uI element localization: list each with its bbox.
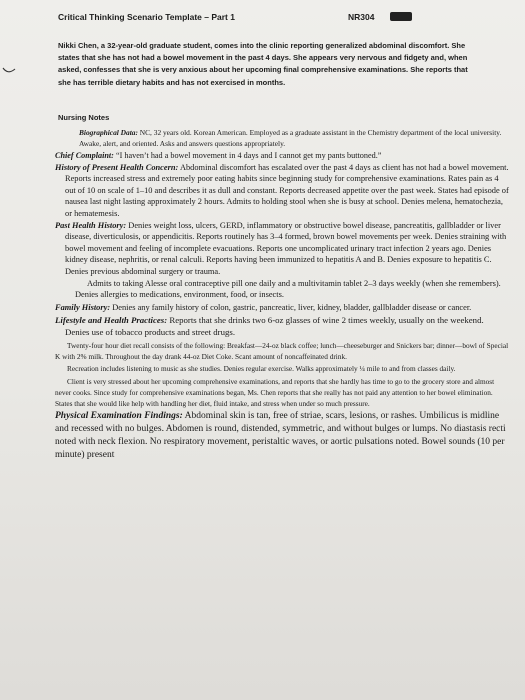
lifestyle-text: Reports that she drinks two 6-oz glasses of wine 2 times weekly, usually on the weekend. Denies use of tobacco products and street drugs.: [65, 315, 484, 338]
nursing-notes-title: Nursing Notes: [58, 113, 110, 122]
nursing-notes-body: [55, 128, 510, 463]
past-history-heading: Past Health History:: [55, 221, 127, 231]
lifestyle-practices: [55, 314, 510, 338]
recreation-paragraph: [55, 363, 510, 374]
diet-recall-text: Twenty-four hour diet recall consists of the following: Breakfast—24-oz black coffee; lunch—cheeseburger and Snickers bar; dinner—bowl of Special K with 2% milk. Throughout the day drank 44-oz Diet Coke. Scant amount of noncaffeinated drink.: [55, 340, 509, 361]
medications-text: Admits to taking Alesse oral contraceptive pill one daily and a multivitamin tablet 2–3 days weekly (when she remembers). Denies allergies to medications, environment, food, or insects.: [75, 279, 501, 300]
biographical-heading: Biographical Data:: [79, 128, 138, 137]
page-header: [58, 12, 505, 22]
history-present-concern: [55, 162, 510, 219]
family-history-text: Denies any family history of colon, gastric, pancreatic, liver, kidney, bladder, gallbladder disease or cancer.: [110, 302, 472, 312]
biographical-data: [55, 128, 510, 149]
course-code: NR304: [348, 12, 375, 22]
chief-complaint-heading: Chief Complaint:: [55, 151, 114, 160]
history-present-heading: History of Present Health Concern:: [55, 163, 179, 172]
stress-paragraph: [55, 376, 510, 410]
chief-complaint-text: “I haven’t had a bowel movement in 4 days and I cannot get my pants buttoned.”: [113, 151, 382, 160]
past-health-history: [55, 220, 510, 277]
redaction-mark: [390, 12, 412, 21]
template-title: Critical Thinking Scenario Template – Part 1: [58, 12, 235, 22]
history-present-text: Abdominal discomfort has escalated over the past 4 days as client has not had a bowel movement. Reports increased stress and extremely poor eating habits since beginning study for comprehensive examinations. Rates pain as 4 out of 10 on scale of 1–10 and describes it as dull and constant. Reports decreased appetite over the past week. States had episode of nausea last night lasting approximately 2 hours. Admits to holding stool when she is busy at school. Denies melena, hematochezia, or hematemesis.: [65, 163, 509, 218]
margin-check-mark-icon: [2, 66, 16, 76]
physical-exam-findings: [55, 410, 510, 461]
biographical-text: NC, 32 years old. Korean American. Employed as a graduate assistant in the Chemistry department of the local university. Awake, alert, and oriented. Asks and answers questions appropriately.: [79, 128, 502, 148]
physical-exam-text: Abdominal skin is tan, free of striae, scars, lesions, or rashes. Umbilicus is midline and recessed with no bulges. Abdomen is round, distended, symmetric, and without bulges or lumps. No diastasis recti noted with neck flexion. No respiratory movement, peristaltic waves, or aortic pulsations noted. Bowel sounds (10 per minute) present: [55, 411, 506, 460]
lifestyle-heading: Lifestyle and Health Practices:: [55, 315, 168, 326]
medications-paragraph: [55, 278, 510, 301]
family-history: [55, 302, 510, 313]
family-history-heading: Family History:: [55, 302, 111, 312]
past-history-text: Denies weight loss, ulcers, GERD, inflammatory or obstructive bowel disease, pancreatitis, gallbladder or liver disease, diverticulosis, or appendicitis. Reports routinely has 3–4 formed, brown bowel movements per week. Denies straining with bowel movement and feeling of incomplete evacuations. Reports one uncomplicated urinary tract infection 2 years ago. Denies kidney disease, nephritis, or renal calculi. Reports having been immunized to hepatitis A and B. Denies exposure to hepatitis C. Denies previous abdominal surgery or trauma.: [65, 221, 507, 276]
physical-exam-heading: Physical Examination Findings:: [55, 411, 183, 422]
diet-recall-paragraph: [55, 340, 510, 363]
scenario-intro: Nikki Chen, a 32-year-old graduate student, comes into the clinic reporting generalized abdominal discomfort. She states that she has not had a bowel movement in the past 4 days. She appears very nervous and fidgety and, when asked, confesses that she is very anxious about her upcoming final comprehensive examinations. She reports that she has terrible dietary habits and has not exercised in months.: [58, 41, 468, 87]
chief-complaint: [55, 150, 510, 161]
stress-text: Client is very stressed about her upcoming comprehensive examinations, and reports that she hardly has time to go to the grocery store and almost never cooks. Since study for comprehensive examinations began, Ms. Chen reports that she really has not paid any attention to her bowel elimination. States that she would like help with handling her diet, fluid intake, and stress when under so much pressure.: [55, 376, 495, 409]
recreation-text: Recreation includes listening to music as she studies. Denies regular exercise. Walks approximately ¼ mile to and from classes daily.: [67, 364, 456, 374]
